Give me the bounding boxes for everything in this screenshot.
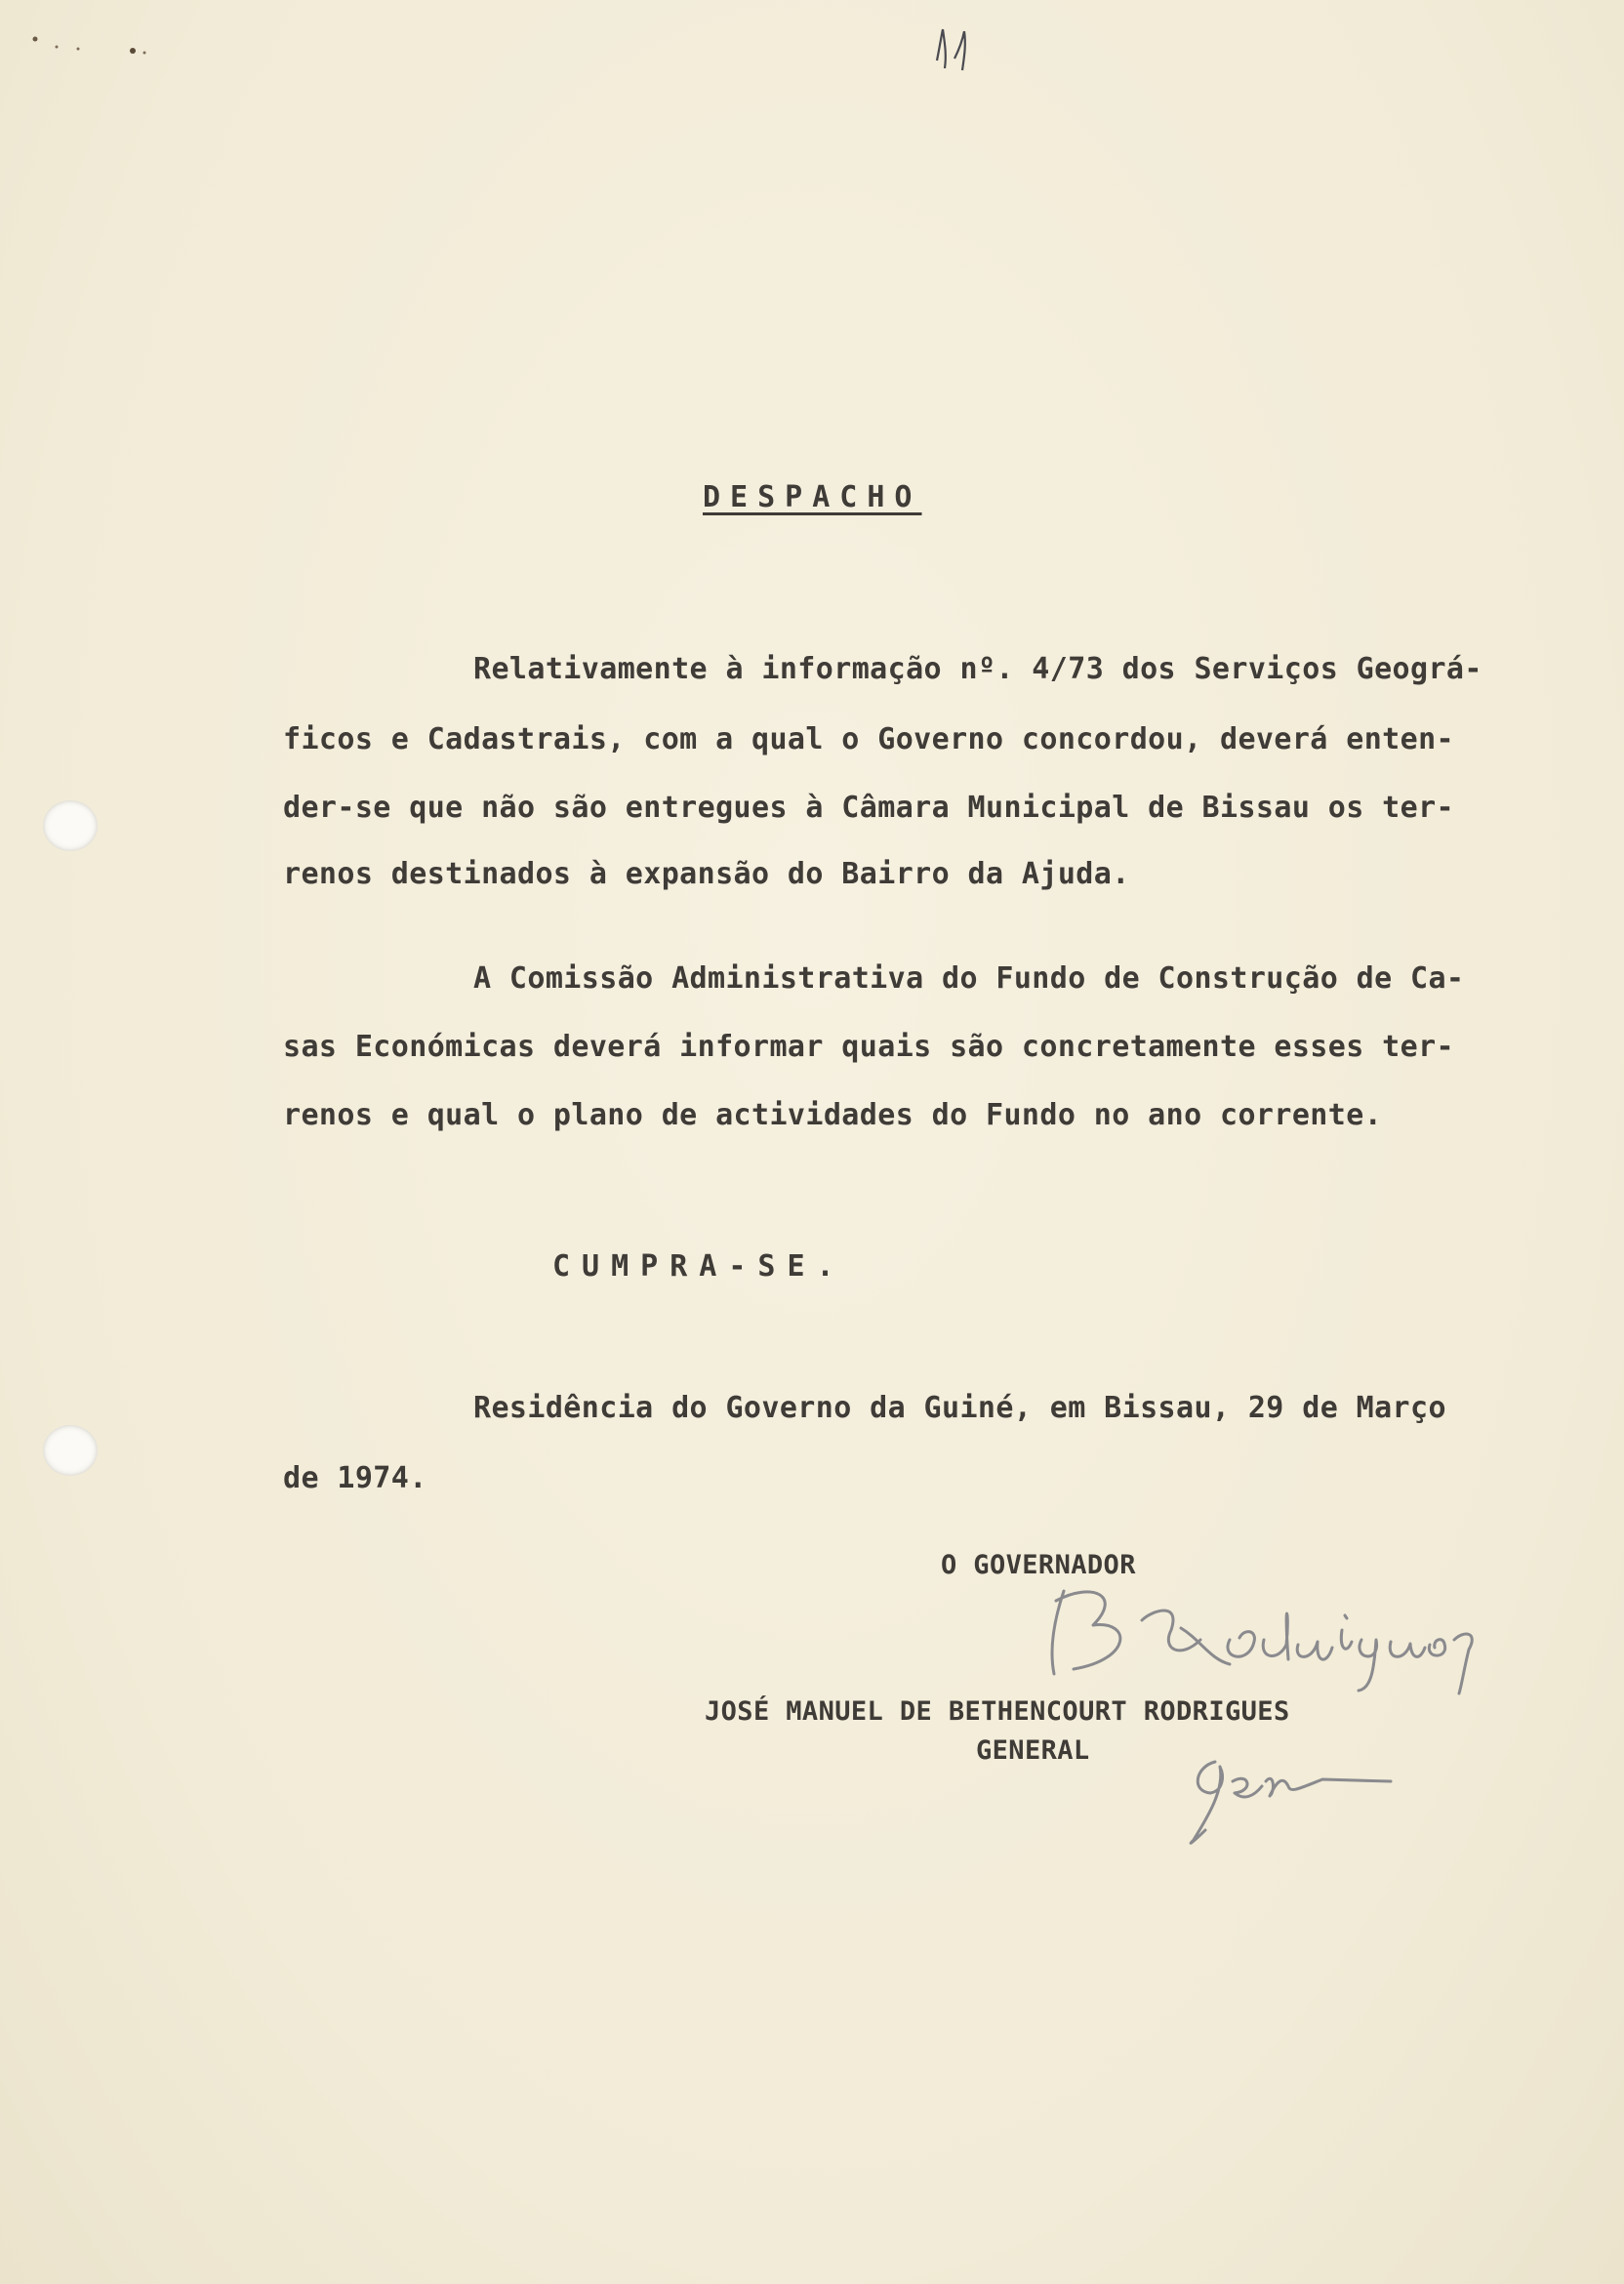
punch-hole-lower <box>43 1425 98 1476</box>
signatory-role: O GOVERNADOR <box>941 1550 1136 1580</box>
handwritten-signature <box>1035 1571 1493 1698</box>
handwritten-initials <box>1176 1742 1401 1850</box>
document-title: DESPACHO <box>703 480 922 514</box>
paragraph1-line4: renos destinados à expansão do Bairro da Ajuda. <box>283 857 1130 891</box>
command-text: CUMPRA-SE. <box>552 1249 846 1284</box>
paragraph1-line1: Relativamente à informação nº. 4/73 dos Serviços Geográ- <box>473 652 1482 686</box>
folio-number-handwritten <box>927 21 995 80</box>
paragraph2-line3: renos e qual o plano de actividades do Fundo no ano corrente. <box>283 1098 1383 1132</box>
paragraph1-line2: ficos e Cadastrais, com a qual o Governo concordou, deverá enten- <box>283 722 1454 756</box>
paper-specks <box>29 29 185 68</box>
place-date-line2: de 1974. <box>283 1461 427 1495</box>
place-date-line1: Residência do Governo da Guiné, em Bissau, 29 de Março <box>473 1391 1446 1425</box>
signatory-rank: GENERAL <box>976 1735 1090 1766</box>
paragraph2-line1: A Comissão Administrativa do Fundo de Construção de Ca- <box>473 961 1465 996</box>
paragraph2-line2: sas Económicas deverá informar quais são concretamente esses ter- <box>283 1030 1454 1064</box>
signatory-name: JOSÉ MANUEL DE BETHENCOURT RODRIGUES <box>705 1696 1290 1727</box>
paragraph1-line3: der-se que não são entregues à Câmara Municipal de Bissau os ter- <box>283 791 1454 825</box>
punch-hole-upper <box>43 800 98 851</box>
